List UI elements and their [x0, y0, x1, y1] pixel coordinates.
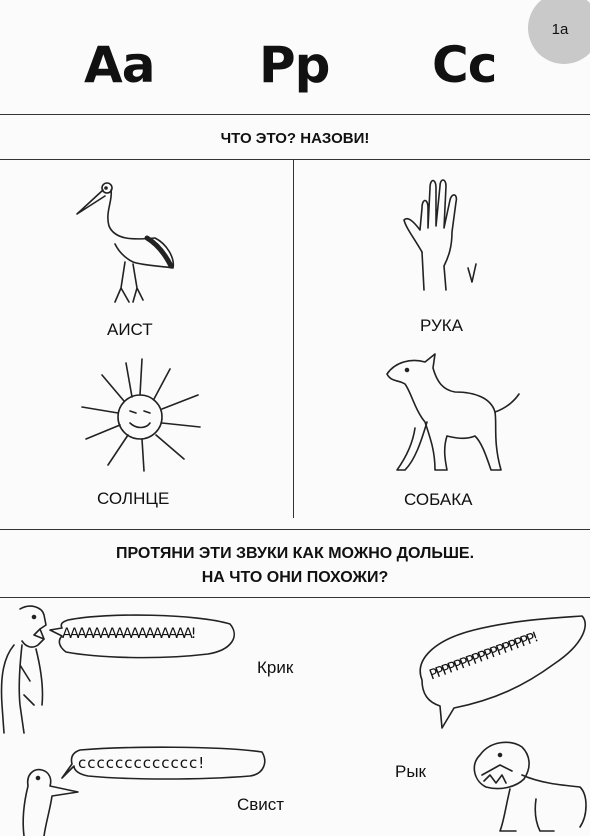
grid-divider	[293, 160, 294, 518]
sun-label: СОЛНЦЕ	[97, 489, 170, 508]
lion-picture	[460, 735, 590, 835]
stork-label: АИСТ	[107, 320, 153, 339]
letter-a: Aa	[84, 36, 155, 94]
whistle-label: Свист	[237, 795, 285, 814]
sun-picture	[80, 355, 205, 475]
whistle-bubble-text: ссссссссссссс!	[78, 754, 206, 772]
scream-label: Крик	[257, 658, 294, 677]
page-number: 1a	[551, 21, 569, 38]
letter-s: Cc	[432, 36, 497, 94]
hand-label: РУКА	[420, 316, 464, 335]
hand-picture	[400, 178, 480, 298]
dog-picture	[385, 352, 525, 477]
scream-bubble-text: ААААААААААААААААА!	[62, 626, 195, 642]
section2-title-line2: НА ЧТО ОНИ ПОХОЖИ?	[201, 569, 389, 586]
stork-picture	[75, 178, 185, 308]
divider	[0, 159, 590, 160]
letter-r: Pp	[259, 36, 330, 94]
divider	[0, 529, 590, 530]
divider	[0, 597, 590, 598]
letters-header	[0, 36, 590, 96]
section1-title: ЧТО ЭТО? НАЗОВИ!	[220, 130, 370, 147]
roar-bubble-text: РРРРРРРРРРРРРРРРР!	[427, 629, 540, 684]
roar-label: Рык	[395, 762, 426, 781]
section2-title-line1: ПРОТЯНИ ЭТИ ЗВУКИ КАК МОЖНО ДОЛЬШЕ.	[115, 545, 475, 562]
divider	[0, 114, 590, 115]
dog-label: СОБАКА	[404, 490, 473, 509]
